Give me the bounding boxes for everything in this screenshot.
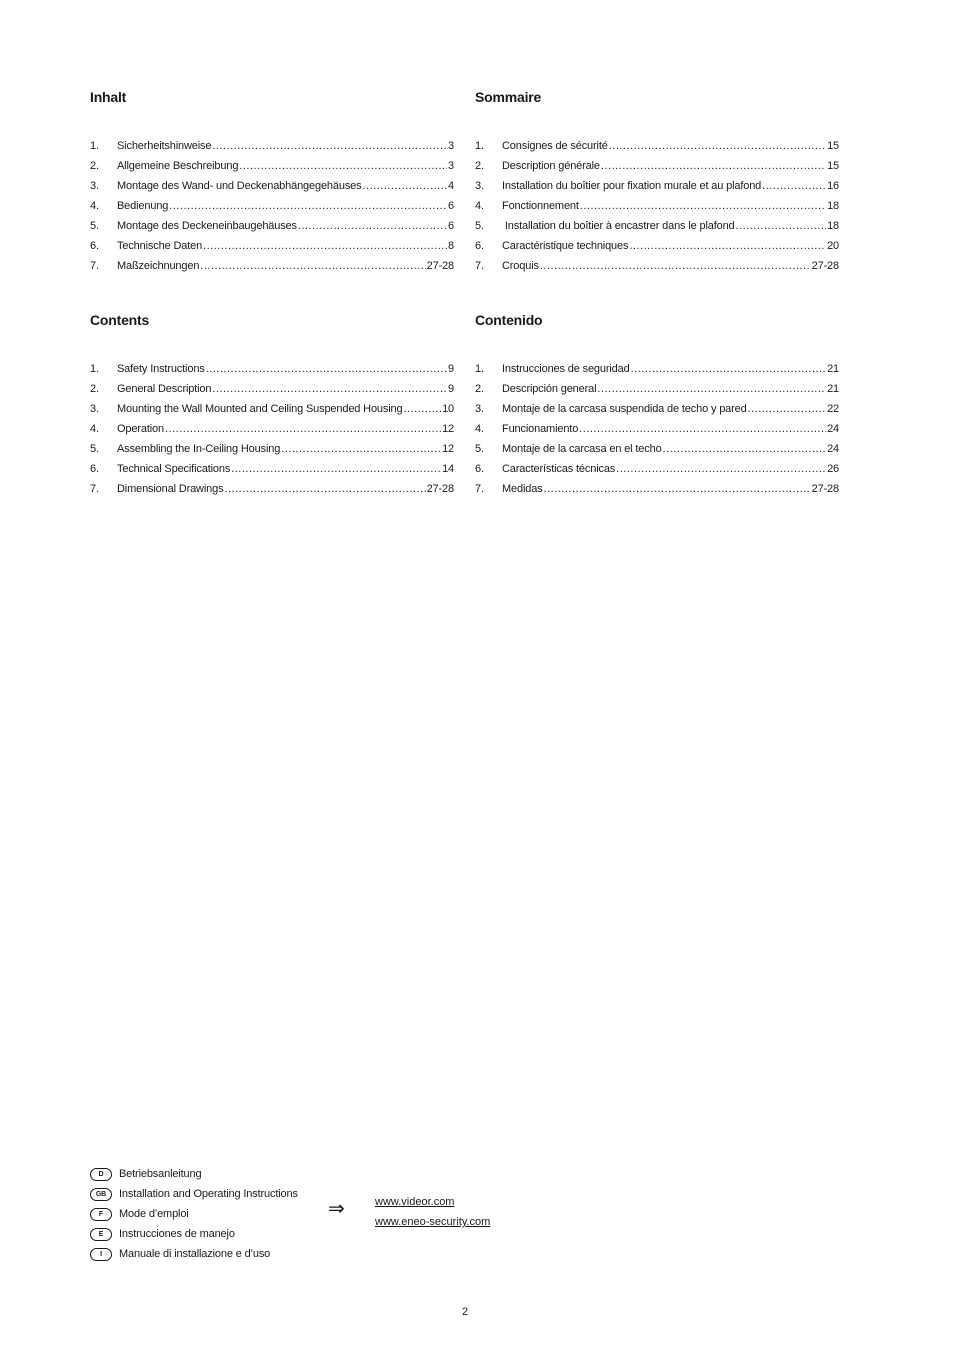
entry-number: 4. bbox=[475, 200, 484, 212]
toc-entry[interactable] bbox=[475, 439, 839, 459]
entry-page: 8 bbox=[448, 240, 454, 252]
entry-number: 3. bbox=[90, 180, 99, 192]
entry-number: 7. bbox=[475, 260, 484, 272]
toc-entry[interactable] bbox=[90, 359, 454, 379]
entry-title: Medidas bbox=[502, 483, 543, 495]
entry-title: Consignes de sécurité bbox=[502, 140, 608, 152]
entry-number: 4. bbox=[90, 200, 99, 212]
toc-entry[interactable] bbox=[475, 236, 839, 256]
entry-page: 12 bbox=[442, 423, 454, 435]
entry-number: 2. bbox=[90, 160, 99, 172]
entry-number: 1. bbox=[475, 140, 484, 152]
entry-page: 24 bbox=[827, 423, 839, 435]
language-item bbox=[90, 1184, 298, 1204]
entry-title: Montage des Deckeneinbaugehäuses bbox=[117, 220, 297, 232]
language-item bbox=[90, 1224, 298, 1244]
entry-number: 4. bbox=[475, 423, 484, 435]
language-label: Mode d’emploi bbox=[119, 1208, 189, 1220]
entry-title: Operation bbox=[117, 423, 164, 435]
entry-page: 27-28 bbox=[811, 483, 839, 495]
section-heading: Inhalt bbox=[90, 89, 127, 105]
entry-title: Croquis bbox=[502, 260, 539, 272]
entry-title: Montaje de la carcasa suspendida de techo y pared bbox=[502, 403, 747, 415]
entry-title: Description générale bbox=[502, 160, 600, 172]
dot-leader bbox=[298, 216, 447, 236]
entry-number: 4. bbox=[90, 423, 99, 435]
dot-leader bbox=[629, 236, 826, 256]
toc-section-contents bbox=[90, 311, 454, 499]
language-code-badge: GB bbox=[90, 1188, 112, 1201]
entry-number: 3. bbox=[90, 403, 99, 415]
entry-title: Instrucciones de seguridad bbox=[502, 363, 630, 375]
dot-leader bbox=[762, 176, 826, 196]
toc-entry[interactable] bbox=[90, 216, 454, 236]
toc-entry[interactable] bbox=[90, 176, 454, 196]
entry-number: 6. bbox=[475, 240, 484, 252]
entry-page: 15 bbox=[827, 140, 839, 152]
entry-title: Technical Specifications bbox=[117, 463, 231, 475]
toc-section-contenido bbox=[475, 311, 839, 499]
entry-title: Dimensional Drawings bbox=[117, 483, 224, 495]
toc-entry[interactable] bbox=[475, 196, 839, 216]
dot-leader bbox=[281, 439, 441, 459]
entry-number: 5. bbox=[475, 220, 484, 232]
dot-leader bbox=[663, 439, 827, 459]
entry-page: 22 bbox=[827, 403, 839, 415]
toc-list bbox=[475, 359, 839, 499]
entry-page: 20 bbox=[827, 240, 839, 252]
toc-entry[interactable] bbox=[90, 256, 454, 276]
entry-title: Mounting the Wall Mounted and Ceiling Suspended Housing bbox=[117, 403, 403, 415]
language-legend bbox=[90, 1164, 298, 1264]
toc-entry[interactable] bbox=[475, 379, 839, 399]
entry-number: 6. bbox=[475, 463, 484, 475]
section-heading: Contenido bbox=[475, 312, 543, 328]
entry-title: Allgemeine Beschreibung bbox=[117, 160, 239, 172]
entry-title: Fonctionnement bbox=[502, 200, 579, 212]
website-links bbox=[375, 1192, 490, 1232]
entry-page: 18 bbox=[827, 200, 839, 212]
toc-list bbox=[90, 136, 454, 276]
toc-entry[interactable] bbox=[90, 136, 454, 156]
language-code-badge: D bbox=[90, 1168, 112, 1181]
language-label: Betriebsanleitung bbox=[119, 1168, 202, 1180]
entry-title: Bedienung bbox=[117, 200, 169, 212]
page-number: 2 bbox=[461, 1306, 469, 1318]
dot-leader bbox=[169, 196, 447, 216]
dot-leader bbox=[363, 176, 448, 196]
language-code-badge: F bbox=[90, 1208, 112, 1221]
dot-leader bbox=[206, 359, 447, 379]
toc-section-inhalt bbox=[90, 88, 454, 276]
language-label: Manuale di installazione e d’uso bbox=[119, 1248, 271, 1260]
toc-entry[interactable] bbox=[475, 479, 839, 499]
right-double-arrow-icon: ⇒ bbox=[328, 1198, 345, 1220]
toc-list bbox=[475, 136, 839, 276]
dot-leader bbox=[224, 479, 425, 499]
toc-entry[interactable] bbox=[475, 256, 839, 276]
toc-entry[interactable] bbox=[90, 439, 454, 459]
language-label: Installation and Operating Instructions bbox=[119, 1188, 298, 1200]
toc-entry[interactable] bbox=[90, 379, 454, 399]
entry-title: Assembling the In-Ceiling Housing bbox=[117, 443, 281, 455]
entry-title: Funcionamiento bbox=[502, 423, 579, 435]
dot-leader bbox=[231, 459, 441, 479]
dot-leader bbox=[200, 256, 425, 276]
dot-leader bbox=[597, 379, 826, 399]
entry-number: 2. bbox=[475, 383, 484, 395]
dot-leader bbox=[616, 459, 826, 479]
entry-title: Sicherheitshinweise bbox=[117, 140, 212, 152]
entry-number: 2. bbox=[90, 383, 99, 395]
dot-leader bbox=[540, 256, 811, 276]
language-item bbox=[90, 1244, 298, 1264]
language-item bbox=[90, 1164, 298, 1184]
entry-page: 4 bbox=[448, 180, 454, 192]
entry-page: 12 bbox=[442, 443, 454, 455]
entry-number: 2. bbox=[475, 160, 484, 172]
language-item bbox=[90, 1204, 298, 1224]
entry-number: 5. bbox=[90, 443, 99, 455]
entry-page: 10 bbox=[442, 403, 454, 415]
entry-page: 9 bbox=[448, 383, 454, 395]
dot-leader bbox=[748, 399, 826, 419]
entry-title: Installation du boîtier pour fixation murale et au plafond bbox=[502, 180, 762, 192]
entry-number: 3. bbox=[475, 180, 484, 192]
toc-section-sommaire bbox=[475, 88, 839, 276]
section-heading: Contents bbox=[90, 312, 150, 328]
dot-leader bbox=[631, 359, 826, 379]
entry-title: Installation du boîtier à encastrer dans le plafond bbox=[502, 220, 735, 232]
dot-leader bbox=[736, 216, 827, 236]
entry-page: 18 bbox=[827, 220, 839, 232]
entry-number: 6. bbox=[90, 240, 99, 252]
entry-number: 1. bbox=[90, 363, 99, 375]
entry-title: Montaje de la carcasa en el techo bbox=[502, 443, 662, 455]
entry-page: 6 bbox=[448, 220, 454, 232]
entry-page: 3 bbox=[448, 160, 454, 172]
language-code-badge: I bbox=[90, 1248, 112, 1261]
language-code-badge: E bbox=[90, 1228, 112, 1241]
entry-number: 3. bbox=[475, 403, 484, 415]
dot-leader bbox=[239, 156, 447, 176]
entry-page: 27-28 bbox=[426, 260, 454, 272]
toc-entry[interactable] bbox=[90, 459, 454, 479]
toc-entry[interactable] bbox=[475, 176, 839, 196]
dot-leader bbox=[579, 419, 826, 439]
entry-page: 27-28 bbox=[426, 483, 454, 495]
dot-leader bbox=[609, 136, 826, 156]
entry-page: 21 bbox=[827, 363, 839, 375]
section-heading: Sommaire bbox=[475, 89, 542, 105]
dot-leader bbox=[544, 479, 811, 499]
toc-entry[interactable] bbox=[475, 136, 839, 156]
entry-title: Maßzeichnungen bbox=[117, 260, 200, 272]
entry-page: 9 bbox=[448, 363, 454, 375]
dot-leader bbox=[212, 136, 447, 156]
entry-page: 21 bbox=[827, 383, 839, 395]
dot-leader bbox=[580, 196, 826, 216]
entry-page: 27-28 bbox=[811, 260, 839, 272]
toc-entry[interactable] bbox=[90, 399, 454, 419]
entry-title: Caractéristique techniques bbox=[502, 240, 629, 252]
entry-number: 7. bbox=[90, 260, 99, 272]
entry-title: Safety Instructions bbox=[117, 363, 205, 375]
entry-page: 3 bbox=[448, 140, 454, 152]
toc-entry[interactable] bbox=[90, 156, 454, 176]
entry-number: 7. bbox=[90, 483, 99, 495]
entry-number: 5. bbox=[90, 220, 99, 232]
entry-page: 24 bbox=[827, 443, 839, 455]
language-label: Instrucciones de manejo bbox=[119, 1228, 235, 1240]
entry-title: Montage des Wand- und Deckenabhängegehäuses bbox=[117, 180, 362, 192]
entry-page: 16 bbox=[827, 180, 839, 192]
entry-title: Características técnicas bbox=[502, 463, 616, 475]
toc-entry[interactable] bbox=[475, 399, 839, 419]
entry-number: 1. bbox=[475, 363, 484, 375]
entry-page: 6 bbox=[448, 200, 454, 212]
entry-number: 1. bbox=[90, 140, 99, 152]
entry-number: 7. bbox=[475, 483, 484, 495]
dot-leader bbox=[212, 379, 447, 399]
dot-leader bbox=[165, 419, 441, 439]
dot-leader bbox=[203, 236, 447, 256]
entry-page: 26 bbox=[827, 463, 839, 475]
toc-entry[interactable] bbox=[475, 156, 839, 176]
dot-leader bbox=[403, 399, 441, 419]
toc-entry[interactable] bbox=[475, 459, 839, 479]
videor-link[interactable]: www.videor.com bbox=[375, 1196, 455, 1208]
toc-entry[interactable] bbox=[475, 419, 839, 439]
toc-list bbox=[90, 359, 454, 499]
toc-entry[interactable] bbox=[90, 419, 454, 439]
toc-entry[interactable] bbox=[475, 359, 839, 379]
toc-entry[interactable] bbox=[90, 236, 454, 256]
toc-entry[interactable] bbox=[90, 479, 454, 499]
entry-title: General Description bbox=[117, 383, 212, 395]
entry-title: Technische Daten bbox=[117, 240, 203, 252]
entry-page: 14 bbox=[442, 463, 454, 475]
toc-entry[interactable] bbox=[90, 196, 454, 216]
eneo-security-link[interactable]: www.eneo-security.com bbox=[375, 1216, 491, 1228]
entry-number: 6. bbox=[90, 463, 99, 475]
entry-page: 15 bbox=[827, 160, 839, 172]
entry-title: Descripción general bbox=[502, 383, 597, 395]
toc-entry[interactable] bbox=[475, 216, 839, 236]
dot-leader bbox=[601, 156, 826, 176]
entry-number: 5. bbox=[475, 443, 484, 455]
